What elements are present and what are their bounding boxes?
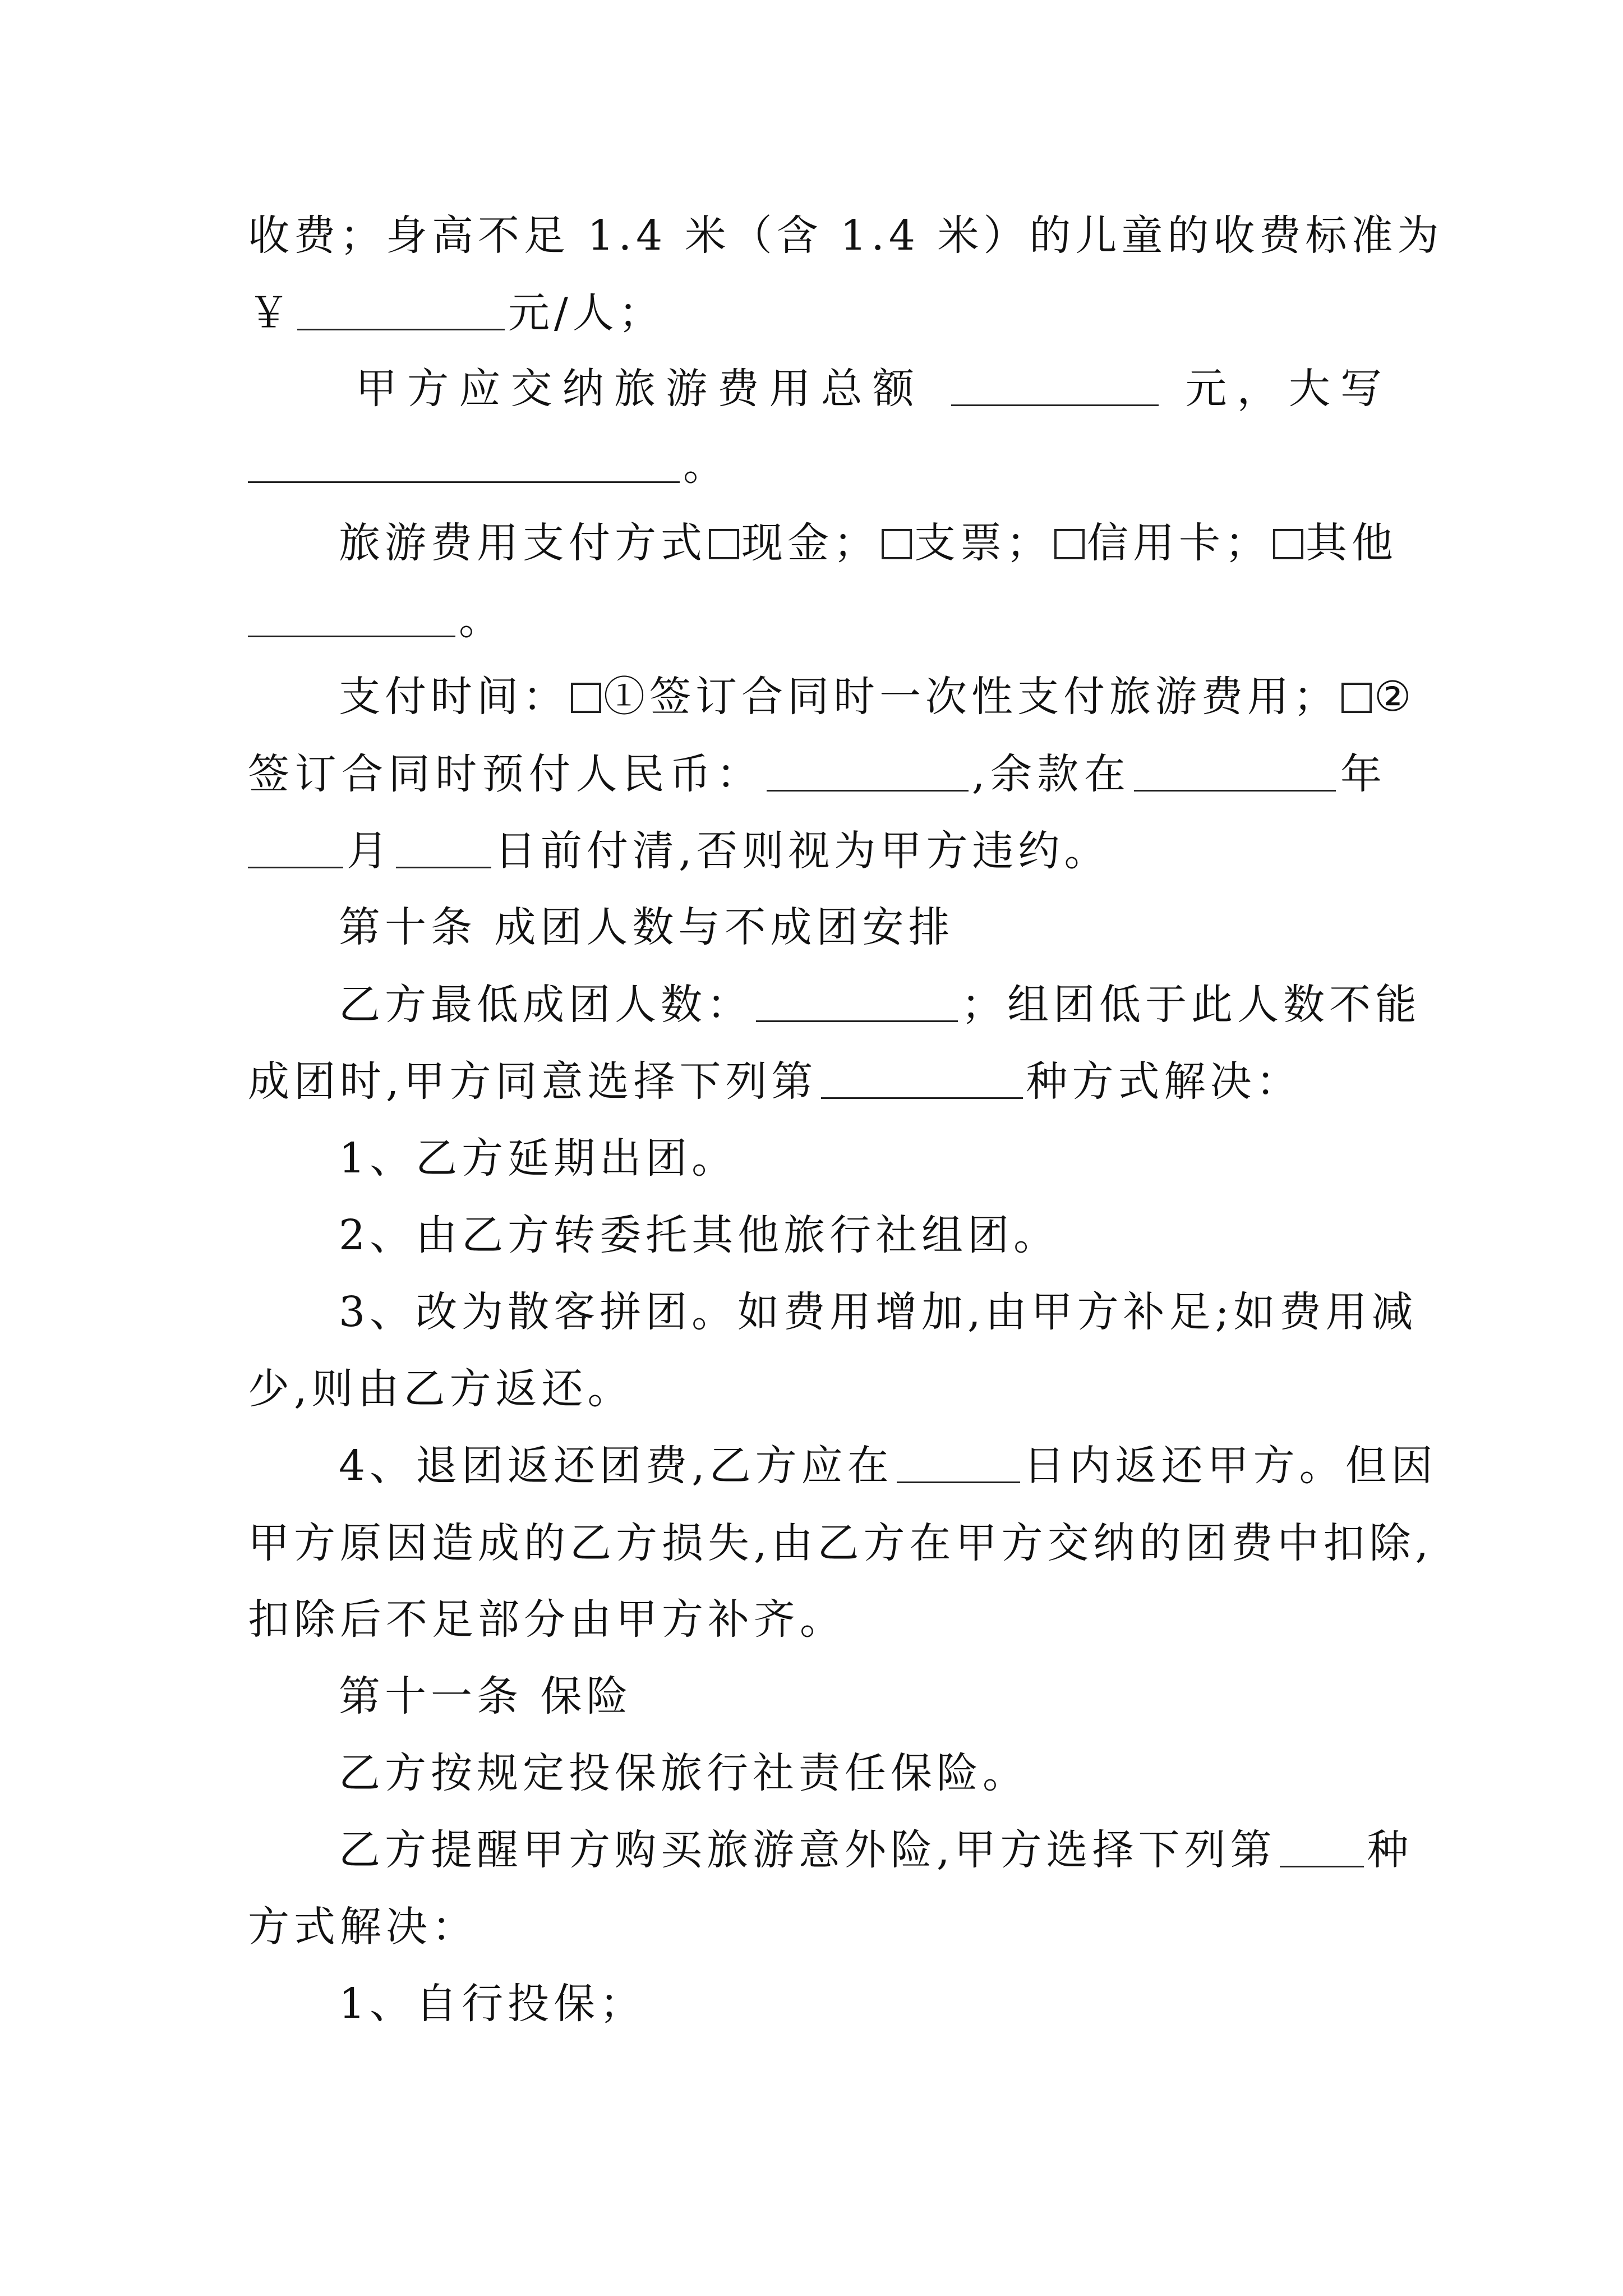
text-fragment: 4、退团返还团费,乙方应在 xyxy=(339,1442,893,1490)
checkbox[interactable] xyxy=(1273,529,1303,559)
text-fragment: 2、由乙方转委托其他旅行社组团。 xyxy=(339,1211,1060,1259)
text-line xyxy=(339,512,1398,574)
text-fragment: 乙方提醒甲方购买旅游意外险,甲方选择下列第 xyxy=(339,1826,1276,1874)
text-line xyxy=(248,1512,1433,1574)
fill-blank[interactable] xyxy=(951,364,1159,406)
section-heading xyxy=(339,896,1386,958)
text-line xyxy=(339,974,1421,1036)
text-fragment: 日前付清,否则视为甲方违约。 xyxy=(495,827,1110,875)
text-fragment: 现金； xyxy=(741,519,879,567)
text-line xyxy=(339,1819,1413,1881)
fill-blank[interactable] xyxy=(767,749,969,792)
text-fragment: 少,则由乙方返还。 xyxy=(248,1365,634,1413)
checkbox[interactable] xyxy=(571,683,601,713)
text-fragment: 支付时间： xyxy=(339,673,569,721)
text-fragment: 第十一条 保险 xyxy=(339,1672,633,1720)
checkbox[interactable] xyxy=(1341,683,1372,713)
checkbox[interactable] xyxy=(709,529,739,559)
list-item xyxy=(339,1435,1437,1497)
text-line xyxy=(356,358,1386,420)
text-fragment: 其他 xyxy=(1306,519,1398,567)
text-line xyxy=(248,1896,1386,1958)
text-fragment: ①签订合同时一次性支付旅游费用； xyxy=(603,673,1339,721)
text-line xyxy=(248,1051,1386,1112)
text-line xyxy=(339,666,1416,728)
text-fragment: 日内返还甲方。但因 xyxy=(1023,1442,1437,1490)
text-fragment: 月 xyxy=(347,827,393,875)
fill-blank[interactable] xyxy=(396,826,491,868)
list-item xyxy=(339,1204,1386,1266)
fill-blank[interactable] xyxy=(248,595,455,637)
list-item xyxy=(339,1973,1386,2035)
section-heading xyxy=(339,1665,1386,1727)
text-fragment: ￥ xyxy=(248,289,294,337)
text-fragment: 元/人； xyxy=(508,289,665,337)
text-line xyxy=(248,282,1386,344)
text-fragment: 乙方最低成团人数： xyxy=(339,981,753,1029)
text-fragment: 甲方应交纳旅游费用总额 xyxy=(356,365,925,413)
text-fragment: 收费；身高不足 1.4 米（含 1.4 米）的儿童的收费标准为 xyxy=(248,211,1444,260)
text-line xyxy=(248,205,1444,266)
fill-blank[interactable] xyxy=(1134,749,1336,792)
checkbox[interactable] xyxy=(1054,529,1085,559)
fill-blank[interactable] xyxy=(297,288,505,330)
text-fragment: 。 xyxy=(683,441,729,490)
text-fragment: 旅游费用支付方式 xyxy=(339,519,707,567)
text-fragment: 种 xyxy=(1367,1826,1413,1874)
text-fragment: 元，大写 xyxy=(1185,365,1387,413)
fill-blank[interactable] xyxy=(248,826,343,868)
text-fragment: 种方式解决： xyxy=(1026,1057,1302,1106)
text-fragment: 扣除后不足部分由甲方补齐。 xyxy=(248,1595,846,1644)
text-fragment: 签订合同时预付人民币： xyxy=(248,750,763,798)
text-fragment: 。 xyxy=(459,596,505,644)
text-fragment: 信用卡； xyxy=(1087,519,1271,567)
text-line xyxy=(248,1589,1386,1650)
fill-blank[interactable] xyxy=(821,1057,1023,1099)
text-fragment: 1、自行投保； xyxy=(339,1980,646,2028)
text-line xyxy=(339,1742,1386,1804)
text-line xyxy=(248,435,1386,496)
text-fragment: 3、改为散客拼团。如费用增加,由甲方补足;如费用减 xyxy=(339,1288,1418,1336)
text-fragment: 方式解决： xyxy=(248,1903,478,1951)
text-fragment: ,余款在 xyxy=(971,750,1131,798)
text-fragment: 乙方按规定投保旅行社责任保险。 xyxy=(339,1749,1029,1797)
text-fragment: 第十条 成团人数与不成团安排 xyxy=(339,903,955,951)
checkbox[interactable] xyxy=(882,529,912,559)
text-fragment: ；组团低于此人数不能 xyxy=(961,981,1421,1029)
text-line xyxy=(248,743,1386,805)
list-item xyxy=(339,1128,1386,1189)
fill-blank[interactable] xyxy=(756,980,958,1022)
text-line xyxy=(248,1358,1386,1420)
fill-blank[interactable] xyxy=(248,441,680,483)
text-fragment: 年 xyxy=(1339,750,1386,798)
text-fragment: 甲方原因造成的乙方损失,由乙方在甲方交纳的团费中扣除, xyxy=(248,1519,1433,1567)
text-fragment: 支票； xyxy=(914,519,1052,567)
fill-blank[interactable] xyxy=(897,1441,1020,1483)
text-line xyxy=(248,820,1386,882)
text-fragment: 1、乙方延期出团。 xyxy=(339,1134,738,1182)
text-line xyxy=(248,589,1386,651)
text-fragment: 成团时,甲方同意选择下列第 xyxy=(248,1057,818,1106)
list-item xyxy=(339,1281,1418,1343)
fill-blank[interactable] xyxy=(1280,1825,1364,1867)
text-fragment: ② xyxy=(1374,673,1416,721)
